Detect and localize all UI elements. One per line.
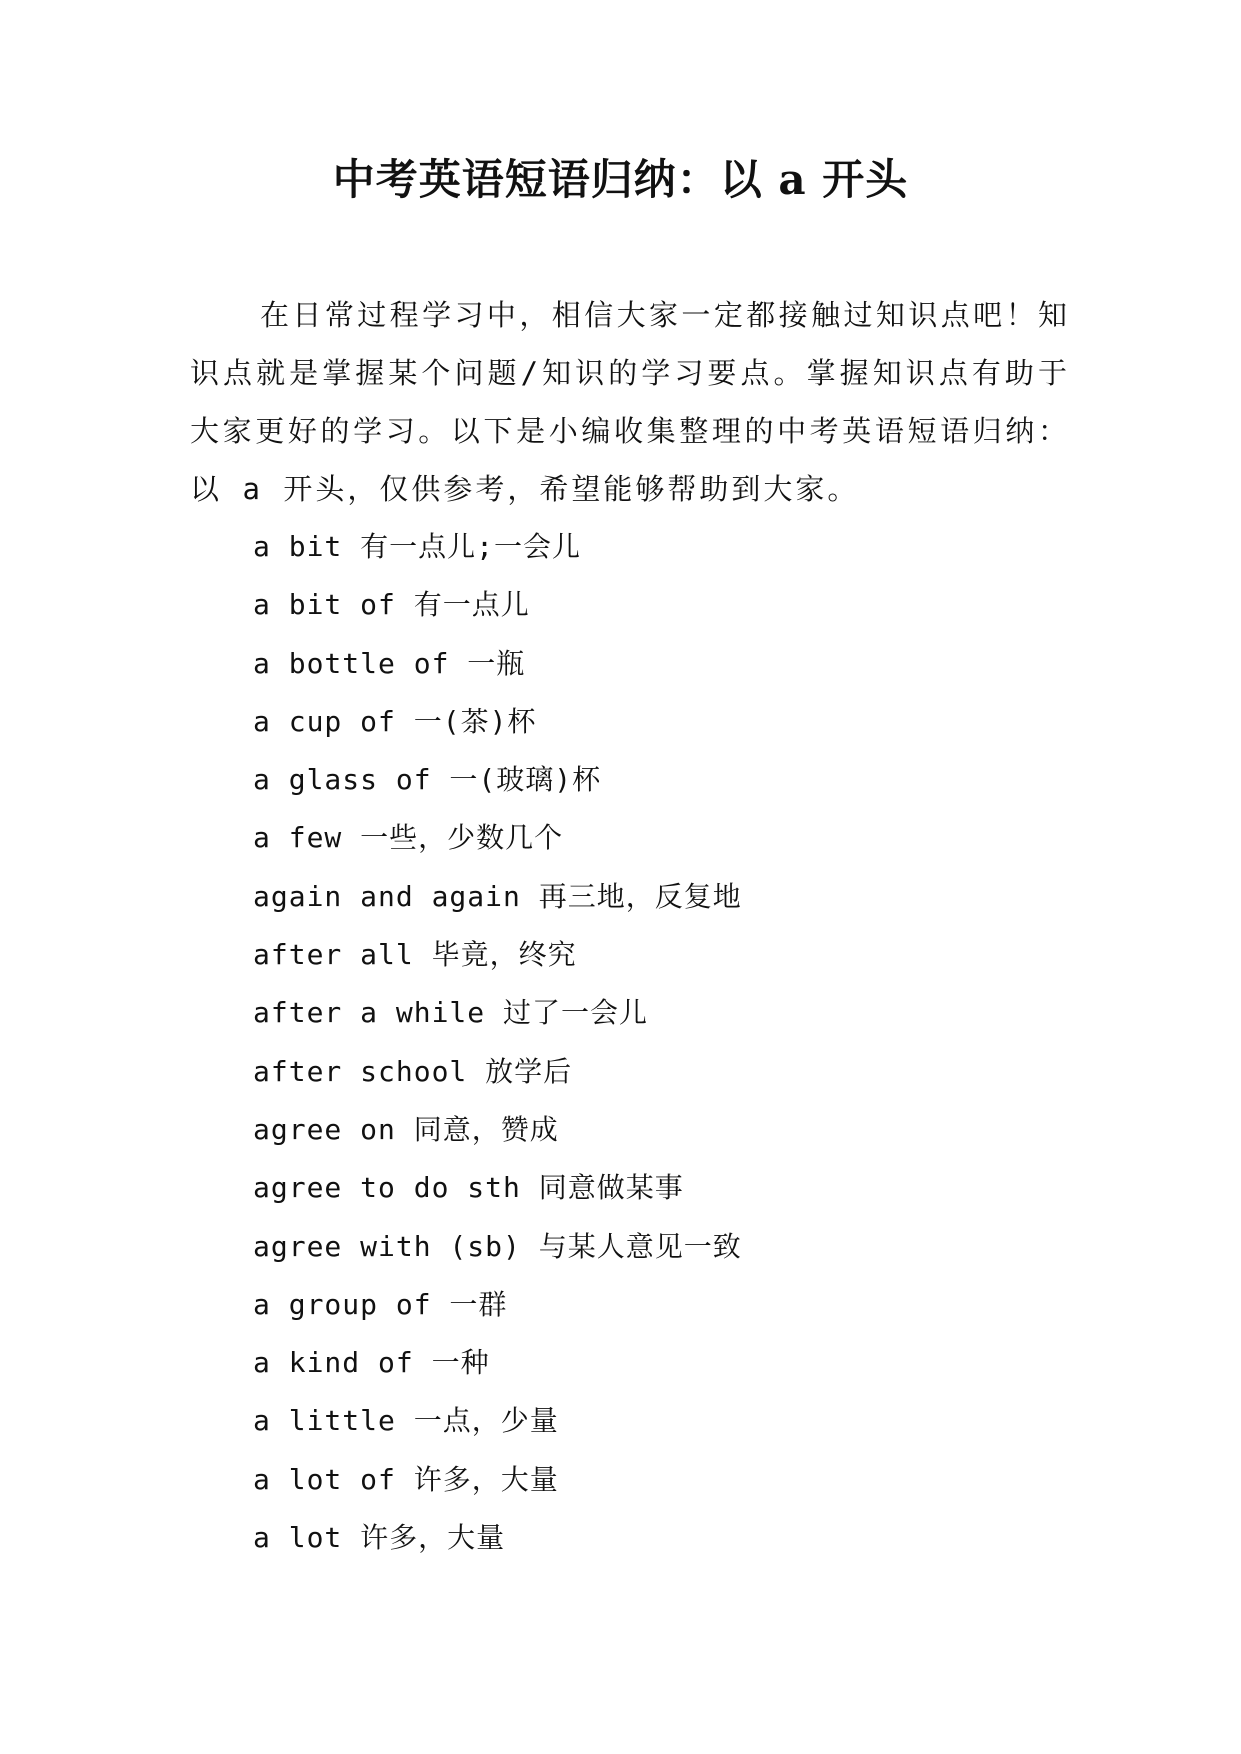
phrase-item: after all 毕竟，终究 <box>253 938 577 972</box>
phrase-item: a little 一点，少量 <box>253 1404 559 1438</box>
phrase-item: again and again 再三地，反复地 <box>253 879 742 913</box>
phrase-item: a glass of 一(玻璃)杯 <box>253 763 602 797</box>
phrase-item: a bit of 有一点儿 <box>253 588 530 622</box>
phrase-item: a lot 许多，大量 <box>253 1521 506 1555</box>
document-title: 中考英语短语归纳：以 a 开头 <box>332 155 909 204</box>
phrase-item: a few 一些，少数几个 <box>253 821 564 855</box>
phrase-item: a cup of 一(茶)杯 <box>253 704 537 738</box>
phrase-item: a group of 一群 <box>253 1287 508 1321</box>
intro-paragraph: 在日常过程学习中，相信大家一定都接触过知识点吧！知识点就是掌握某个问题/知识的学习要点。掌握知识点有助于大家更好的学习。以下是小编收集整理的中考英语短语归纳：以 a 开头，仅供参考，希望能够帮助到大家。 <box>190 298 1070 506</box>
phrase-item: a kind of 一种 <box>253 1346 490 1380</box>
phrase-item: agree on 同意，赞成 <box>253 1112 559 1146</box>
phrase-item: after a while 过了一会儿 <box>253 996 649 1030</box>
phrase-item: a lot of 许多，大量 <box>253 1462 559 1496</box>
phrase-item: agree with (sb) 与某人意见一致 <box>253 1229 742 1263</box>
phrase-item: a bit 有一点儿;一会儿 <box>253 530 582 563</box>
phrase-item: after school 放学后 <box>253 1054 573 1088</box>
phrase-item: a bottle of 一瓶 <box>253 646 526 680</box>
phrase-item: agree to do sth 同意做某事 <box>253 1171 684 1205</box>
phrase-list <box>253 518 1113 1567</box>
